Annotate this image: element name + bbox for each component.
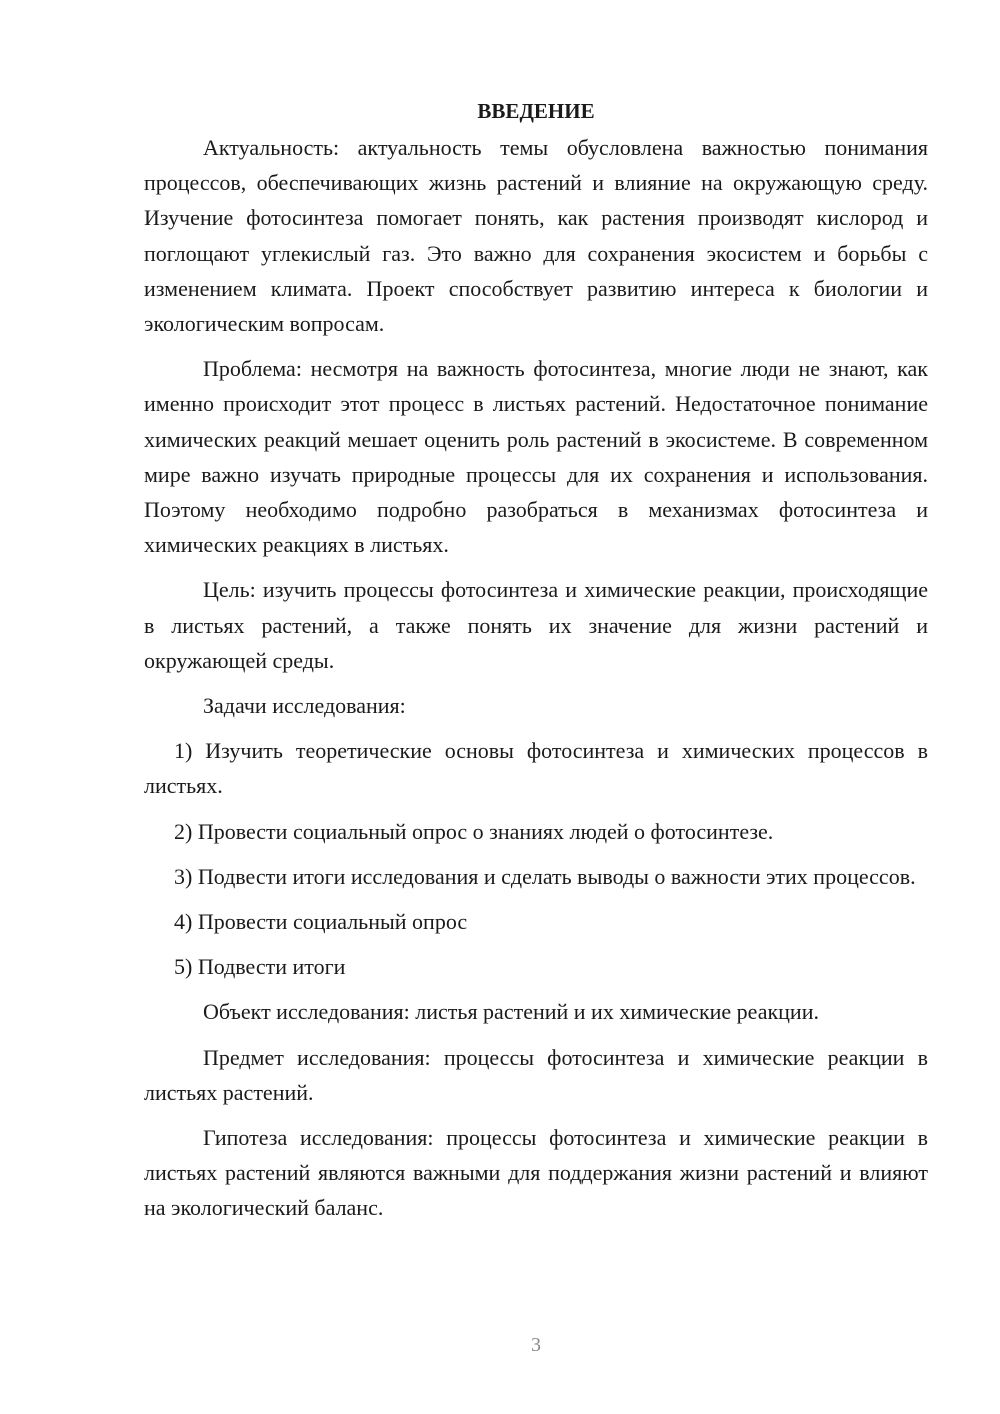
tasks-heading: Задачи исследования: xyxy=(203,693,406,719)
hypothesis-paragraph: Гипотеза исследования: процессы фотосинтеза и химические реакции в листьях растений являются важными для поддержания жизни растений и влияют на экологический баланс. xyxy=(144,1125,928,1221)
page-number: 3 xyxy=(531,1334,541,1356)
problem-paragraph: Проблема: несмотря на важность фотосинтеза, многие люди не знают, как именно происходит этот процесс в листьях растений. Недостаточное понимание химических реакций мешает оценить роль растений в экосистеме. В современном мире важно изучать природные процессы для их сохранения и использования. Поэтому необходимо подробно разобраться в механизмах фотосинтеза и химических реакциях в листьях. xyxy=(144,356,928,558)
section-title: ВВЕДЕНИЕ xyxy=(477,99,595,123)
task-item: 3) Подвести итоги исследования и сделать выводы о важности этих процессов. xyxy=(174,863,916,889)
task-item: 1) Изучить теоретические основы фотосинтеза и химических процессов в листьях. xyxy=(144,738,928,799)
object-paragraph: Объект исследования: листья растений и их химические реакции. xyxy=(203,999,819,1025)
page-content xyxy=(144,96,928,1236)
task-item: 5) Подвести итоги xyxy=(174,954,346,980)
subject-paragraph: Предмет исследования: процессы фотосинтеза и химические реакции в листьях растений. xyxy=(144,1044,928,1105)
relevance-paragraph: Актуальность: актуальность темы обусловлена важностью понимания процессов, обеспечивающих жизнь растений и влияние на окружающую среду. Изучение фотосинтеза помогает понять, как растения производят кислород и поглощают углекислый газ. Это важно для сохранения экосистем и борьбы с изменением климата. Проект способствует развитию интереса к биологии и экологическим вопросам. xyxy=(144,135,928,337)
task-item: 2) Провести социальный опрос о знаниях людей о фотосинтезе. xyxy=(174,818,774,844)
task-item: 4) Провести социальный опрос xyxy=(174,909,468,935)
goal-paragraph: Цель: изучить процессы фотосинтеза и химические реакции, происходящие в листьях растений, а также понять их значение для жизни растений и окружающей среды. xyxy=(144,577,928,673)
